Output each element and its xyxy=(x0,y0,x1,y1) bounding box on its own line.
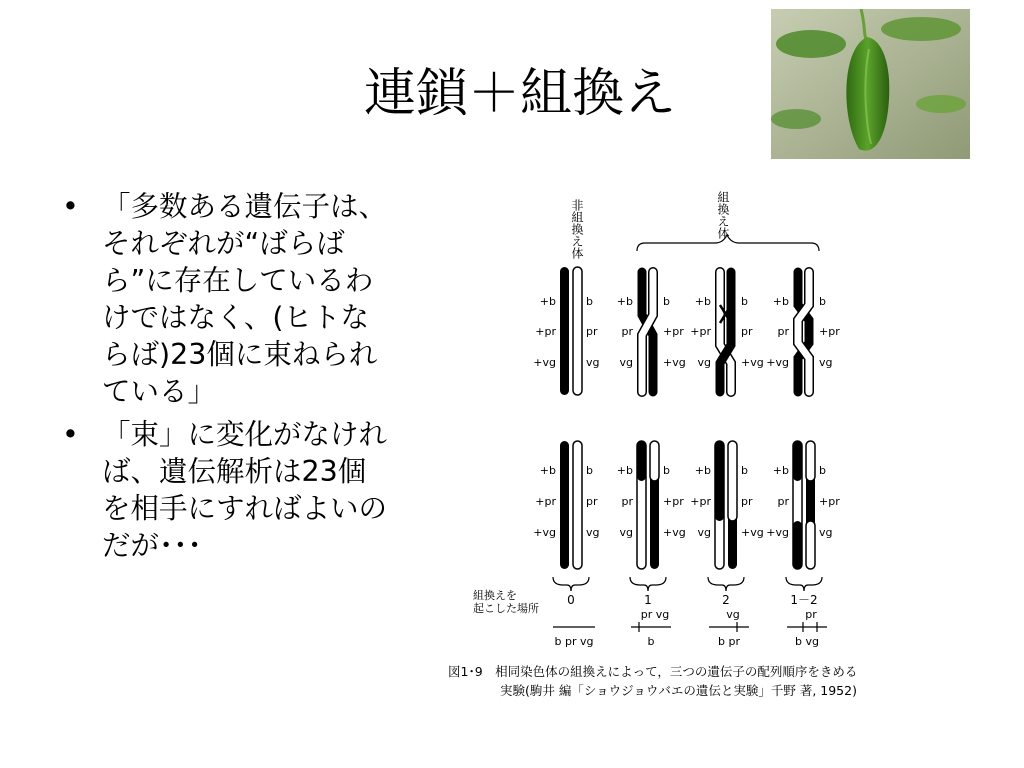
map-label-above: pr xyxy=(805,608,817,621)
header-left-text: 非組換え体 xyxy=(570,199,584,259)
gene-label: +vg xyxy=(533,356,556,369)
gene-label: +pr xyxy=(819,325,840,338)
map-label-below: b xyxy=(647,635,655,648)
gene-label: vg xyxy=(697,526,711,539)
figure-caption xyxy=(448,662,948,700)
map-label-below: b vg xyxy=(795,635,819,648)
caption-line-1: 図1･9 相同染色体の組換えによって，三つの遺伝子の配列順序をきめる xyxy=(448,664,858,679)
header-right-text: 組換え体 xyxy=(716,191,730,239)
bullet-item xyxy=(62,416,392,564)
bullet-list xyxy=(62,188,392,570)
gene-label: pr xyxy=(586,495,598,508)
gene-label: +pr xyxy=(663,495,684,508)
gene-label: b xyxy=(586,464,593,477)
gene-label: +vg xyxy=(741,356,764,369)
gene-label: pr xyxy=(741,325,753,338)
site-number: 1 xyxy=(644,593,652,607)
gene-label: +pr xyxy=(535,325,556,338)
gene-label: vg xyxy=(697,356,711,369)
bullet-text: 「多数ある遺伝子は、それぞれが“ばらばら”に存在しているわけではなく、(ヒトならば)23個に束ねられている」 xyxy=(102,190,388,408)
bullet-marker: • xyxy=(62,190,79,223)
site-number: 1－2 xyxy=(790,593,818,607)
gene-label: pr xyxy=(777,495,789,508)
gene-label: +pr xyxy=(690,325,711,338)
gene-label: b xyxy=(586,295,593,308)
gene-label: +vg xyxy=(766,356,789,369)
gene-label: b xyxy=(819,295,826,308)
gene-label: +vg xyxy=(533,526,556,539)
map-label-above: pr vg xyxy=(640,608,670,621)
gene-label: +b xyxy=(616,464,633,477)
gene-label: vg xyxy=(586,526,600,539)
caption-line-2: 実験(駒井 編「ショウジョウバエの遺伝と実験」千野 著, 1952) xyxy=(500,683,857,698)
gene-label: +pr xyxy=(690,495,711,508)
site-number: 0 xyxy=(567,593,575,607)
slide-title: 連鎖＋組換え xyxy=(363,64,676,124)
gene-label: +pr xyxy=(535,495,556,508)
gene-label: vg xyxy=(586,356,600,369)
gene-label: +vg xyxy=(663,526,686,539)
map-label-below: b pr vg xyxy=(554,635,594,648)
gene-label: +pr xyxy=(663,325,684,338)
gene-label: b xyxy=(663,295,670,308)
gene-label: +b xyxy=(694,464,711,477)
gene-label: b xyxy=(741,464,748,477)
gene-label: +b xyxy=(539,295,556,308)
gene-label: pr xyxy=(741,495,753,508)
gene-label: vg xyxy=(819,526,833,539)
gene-label: +vg xyxy=(741,526,764,539)
gene-label: +vg xyxy=(766,526,789,539)
gene-label: +b xyxy=(539,464,556,477)
gene-label: vg xyxy=(619,526,633,539)
site-braces xyxy=(553,577,822,591)
gene-label: +b xyxy=(772,295,789,308)
gene-label: b xyxy=(741,295,748,308)
gene-label: b xyxy=(819,464,826,477)
chromosome-figure xyxy=(465,185,935,705)
site-number: 2 xyxy=(722,593,730,607)
gene-label: pr xyxy=(621,325,633,338)
header-recombinant xyxy=(716,191,730,239)
gene-label: vg xyxy=(619,356,633,369)
gene-label: pr xyxy=(621,495,633,508)
gene-label: b xyxy=(663,464,670,477)
linkage-maps xyxy=(553,622,827,632)
gene-label: vg xyxy=(819,356,833,369)
bullet-text: 「束」に変化がなければ、遺伝解析は23個を相手にすればよいのだが･･･ xyxy=(102,418,388,562)
bullet-marker: • xyxy=(62,418,79,451)
gene-label: pr xyxy=(777,325,789,338)
gene-label: +b xyxy=(616,295,633,308)
gene-label: +vg xyxy=(663,356,686,369)
gene-label: +pr xyxy=(819,495,840,508)
map-label-above: vg xyxy=(726,608,740,621)
site-title: 組換えを xyxy=(473,589,517,602)
gene-label: +b xyxy=(772,464,789,477)
header-nonrecombinant xyxy=(570,198,584,259)
gene-label: pr xyxy=(586,325,598,338)
recombinant-brace xyxy=(637,235,819,251)
gene-label: +b xyxy=(694,295,711,308)
bullet-item xyxy=(62,188,392,410)
site-title: 起こした場所 xyxy=(473,602,539,615)
pea-pod-photo xyxy=(771,9,970,159)
map-label-below: b pr xyxy=(718,635,740,648)
